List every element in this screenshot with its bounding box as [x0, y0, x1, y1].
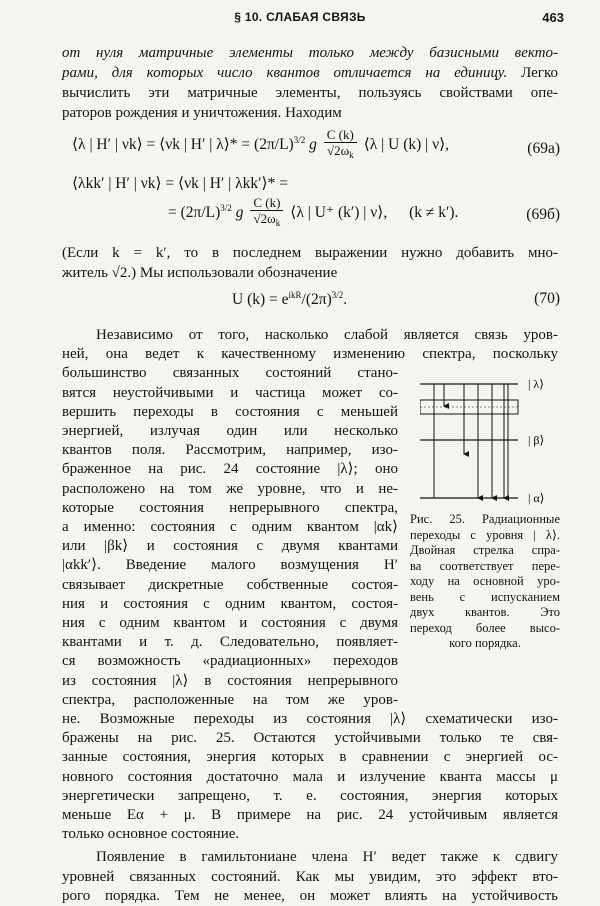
text-line: (Если k = k′, то в последнем выражении нужно добавить мно- — [62, 245, 558, 261]
level-label-alpha: | α⟩ — [528, 491, 545, 505]
equation-69b-line2 — [168, 196, 458, 231]
text-line: вычислить эти матричные элементы, пользуясь свойствами опе- — [62, 85, 558, 101]
equation-label: (70) — [534, 290, 560, 307]
text-line: а именно: состояния с одним квантом |αk⟩ — [62, 519, 398, 535]
equation-part: . — [343, 291, 348, 308]
equation-70 — [232, 290, 347, 309]
text-line: вятся неустойчивыми и частица может со- — [62, 384, 398, 401]
text-line: которые состояния непрерывного спектра, — [62, 499, 398, 516]
equation-fraction — [324, 128, 357, 163]
text-line: уровней связанных состояний. Как мы увидим, это эффект вто- — [62, 868, 558, 885]
equation-condition: (k ≠ k′). — [409, 204, 459, 222]
text-line: энергией, излучая один или несколько — [62, 423, 398, 439]
denominator-subscript: k — [275, 218, 281, 228]
text-line: квантами и т. д. Следовательно, появляет- — [62, 634, 398, 651]
caption-line: ходу на основной уро- — [410, 574, 560, 588]
text-line: от нуля матричные элементы только между базисными векто- — [62, 45, 558, 61]
equation-part: = (2π/L) — [168, 204, 221, 222]
text-line: новного состояния достаточно мала и излучение кванта массы μ — [62, 768, 558, 785]
text-line: из состояния |λ⟩ в состояния непрерывного — [62, 672, 398, 689]
text-line: рого порядка. Тем не менее, он может влиять на устойчивость — [62, 887, 558, 904]
equation-69a — [72, 128, 449, 163]
fraction-denominator — [250, 211, 283, 231]
equation-label: (69б) — [526, 206, 560, 223]
fraction-numerator: C (k) — [250, 196, 283, 211]
text-line: ния с одним квантом и состояния с двумя — [62, 615, 398, 631]
equation-part: U (k) = e — [232, 291, 289, 308]
text-line: энергетически запрещено, т. е. состояния, энергия которых — [62, 787, 558, 804]
level-label-lambda: | λ⟩ — [528, 377, 544, 391]
text-line: Независимо от того, насколько слабой является связь уров- — [96, 327, 558, 343]
running-header: § 10. СЛАБАЯ СВЯЗЬ — [234, 10, 366, 24]
text-line: раторов рождения и уничтожения. Находим — [62, 105, 342, 121]
equation-part: g — [235, 204, 244, 222]
denominator-subscript: k — [349, 150, 354, 160]
text-fragment: рами, для которых число квантов отличается на единицу. — [62, 65, 508, 81]
text-line: только основное состояние. — [62, 826, 240, 843]
denominator-text: √2ω — [326, 143, 350, 158]
text-line: занные состояния, энергия которых в сравнении с энергией ос- — [62, 749, 558, 766]
equation-exponent: 3/2 — [293, 135, 306, 146]
text-line: не. Возможные переходы из состояния |λ⟩ схематически изо- — [62, 711, 558, 727]
caption-line: переход более высо- — [410, 620, 560, 635]
caption-line: Двойная стрелка спра- — [410, 543, 560, 557]
text-line: |αkk′⟩. Введение малого возмущения H′ — [62, 557, 398, 574]
caption-line: двух квантов. Это — [410, 605, 560, 619]
text-line — [62, 64, 558, 83]
text-line: бражены на рис. 25. Остаются устойчивыми только те свя- — [62, 730, 558, 747]
text-line: браженное на рис. 24 состояние |λ⟩; оно — [62, 461, 398, 478]
fraction-numerator: C (k) — [324, 128, 357, 143]
equation-69b-line1: ⟨λkk′ | H′ | νk⟩ = ⟨νk | H′ | λkk′⟩* = — [72, 175, 288, 192]
text-line: квантов поля. Рассмотрим, например, изо- — [62, 442, 398, 459]
equation-label: (69a) — [527, 140, 560, 157]
text-line: связывает дискретные собственные состоя- — [62, 576, 398, 593]
text-fragment: Легко — [521, 65, 558, 81]
equation-exponent: 3/2 — [331, 290, 344, 300]
text-line: житель √2.) Мы использовали обозначение — [62, 265, 338, 281]
caption-line: вень с испусканием — [410, 589, 560, 604]
level-label-beta: | β⟩ — [528, 433, 545, 447]
text-line: вершить переходы в состояния с меньшей — [62, 403, 398, 420]
equation-part: ⟨λ | U (k) | ν⟩, — [363, 136, 450, 154]
text-line: меньше Eα + μ. В примере на рис. 24 устойчивым является — [62, 807, 558, 823]
equation-part: /(2π) — [301, 291, 332, 308]
figure-caption — [410, 512, 560, 652]
figure-25-diagram — [420, 370, 570, 510]
text-line: ся возможность «радиационных» переходов — [62, 653, 398, 670]
caption-line: кого порядка. — [449, 636, 521, 650]
equation-part: g — [309, 136, 317, 154]
page-number: 463 — [542, 10, 564, 25]
equation-exponent: 3/2 — [220, 203, 232, 214]
caption-line: ва соответствует пере- — [410, 558, 560, 573]
equation-exponent: ikR — [288, 290, 302, 300]
denominator-text: √2ω — [253, 211, 276, 226]
text-line: ней, она ведет к качественному изменению спектра, поскольку — [62, 346, 558, 363]
text-line: Появление в гамильтониане члена H′ ведет также к сдвигу — [96, 849, 558, 866]
text-line: ния и состояния с одним квантом, состоя- — [62, 595, 398, 612]
equation-part: ⟨λ | U⁺ (k′) | ν⟩, — [290, 204, 388, 222]
equation-fraction — [250, 196, 283, 231]
caption-line: Рис. 25. Радиационные — [410, 512, 560, 526]
text-line: спектра, расположенные на том же уров- — [62, 691, 398, 708]
fraction-denominator — [324, 143, 357, 163]
equation-part: ⟨λ | H′ | νk⟩ = ⟨νk | H′ | λ⟩* = (2π/L) — [72, 136, 294, 154]
text-line: расположено на том же уровне, что и не- — [62, 480, 398, 497]
caption-line: переходы с уровня | λ⟩. — [410, 527, 560, 542]
text-line: большинство связанных состояний стано- — [62, 365, 398, 382]
text-line: или |βk⟩ и состояния с двумя квантами — [62, 538, 398, 555]
